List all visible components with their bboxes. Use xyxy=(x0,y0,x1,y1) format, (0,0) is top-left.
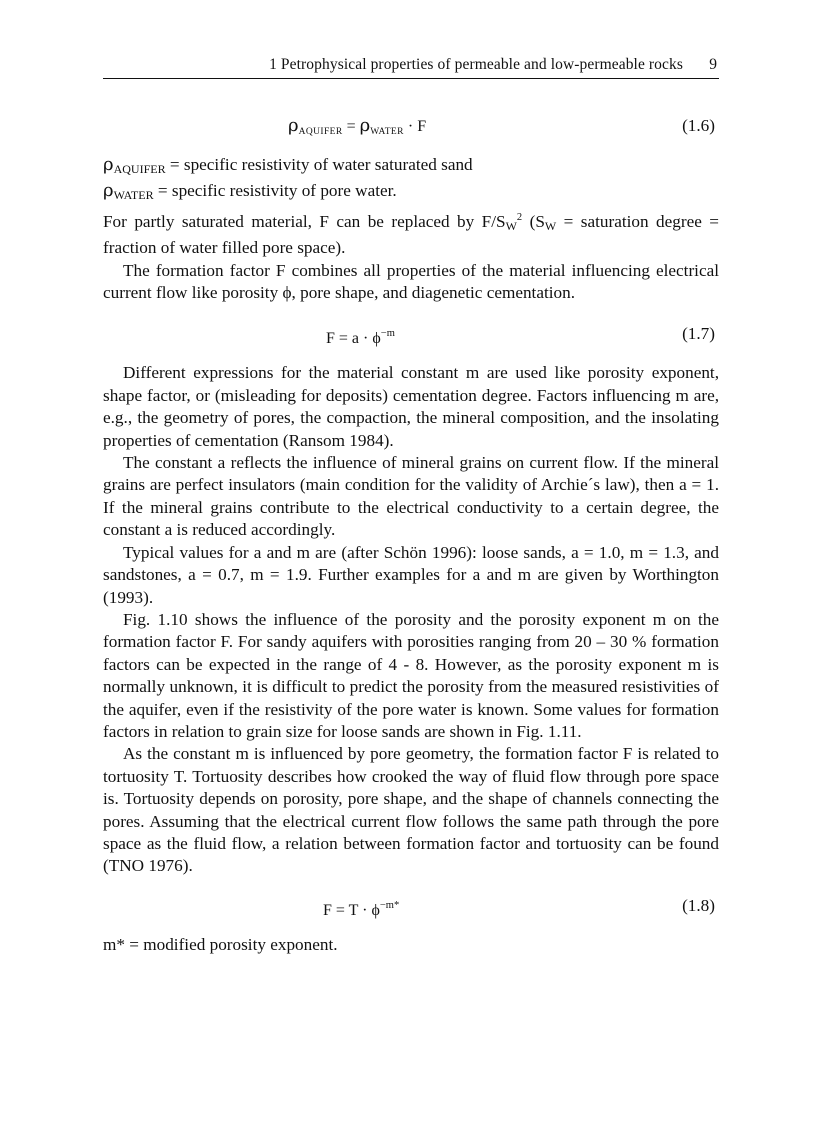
equation-1-7-expression: $F = a \cdot \phi^{-m}$ xyxy=(326,328,395,348)
paragraph-fig-1-10: Fig. 1.10 shows the influence of the porosity and the porosity exponent m on the formation factor F. For sandy aquifers with porosities ranging from 20 – 30 % formation factors can be expected in the range of 4 - 8. However, as the porosity exponent m is normally unknown, it is difficult to predict the porosity from the measured resistivities of the aquifer, even if the resistivity of the pore water is known. Some values for formation factors in relation to grain size for loose sands are shown in Fig. 1.11. xyxy=(103,609,719,741)
paragraph-saturation: For partly saturated material, F can be replaced by $F/SW^2$ (SW = saturation degree = fraction of water filled pore space). xyxy=(103,211,719,258)
definition-rho-water: ρWATER = specific resistivity of pore water. xyxy=(103,180,397,203)
running-header xyxy=(103,52,719,79)
paragraph-formation-factor: The formation factor F combines all properties of the material influencing electrical current flow like porosity ϕ, pore shape, and diagenetic cementation. xyxy=(103,260,719,303)
equation-1-6-expression: ρAQUIFER = ρWATER · F xyxy=(288,115,427,137)
equation-1-8-expression: $F = T \cdot \phi^{-m*}$ xyxy=(323,899,400,919)
definition-m-star: m* = modified porosity exponent. xyxy=(103,934,338,954)
equation-1-8 xyxy=(103,890,719,922)
equation-1-8-number: (1.8) xyxy=(682,895,715,915)
paragraph-typical-values: Typical values for a and m are (after Schön 1996): loose sands, a = 1.0, m = 1.3, and sandstones, a = 0.7, m = 1.9. Further examples for a and m are given by Worthington (1993). xyxy=(103,542,719,607)
page-number: 9 xyxy=(709,56,717,73)
paragraph-tortuosity: As the constant m is influenced by pore geometry, the formation factor F is related to tortuosity T. Tortuosity describes how crooked the way of fluid flow through pore space is. Tortuosity depends on porosity, pore shape, and the shape of channels connecting the pores. Assuming that the electrical current flow follows the same path through the pore space as the fluid flow, a relation between formation factor and tortuosity can be found (TNO 1976). xyxy=(103,744,719,876)
page-body xyxy=(103,110,719,956)
equation-1-6-number: (1.6) xyxy=(682,116,715,135)
equation-1-7-number: (1.7) xyxy=(682,324,715,344)
equation-1-6 xyxy=(103,110,719,142)
paragraph-material-constant: Different expressions for the material constant m are used like porosity exponent, shape factor, or (misleading for deposits) cementation degree. Factors influencing m are, e.g., the geometry of pores, the compaction, the mineral composition, and the insolating properties of cementation (Ransom 1984). xyxy=(103,363,719,450)
symbol-definitions xyxy=(103,154,719,207)
equation-1-7 xyxy=(103,318,719,350)
running-header-title: 1 Petrophysical properties of permeable and low-permeable rocks xyxy=(269,56,683,73)
paragraph-constant-a: The constant a reflects the influence of mineral grains on current flow. If the mineral grains are perfect insulators (main condition for the validity of Archie´s law), then a = 1. If the mineral grains contribute to the electrical conductivity to a certain degree, the constant a is reduced accordingly. xyxy=(103,453,719,540)
definition-rho-aquifer: ρAQUIFER = specific resistivity of water saturated sand xyxy=(103,154,473,176)
